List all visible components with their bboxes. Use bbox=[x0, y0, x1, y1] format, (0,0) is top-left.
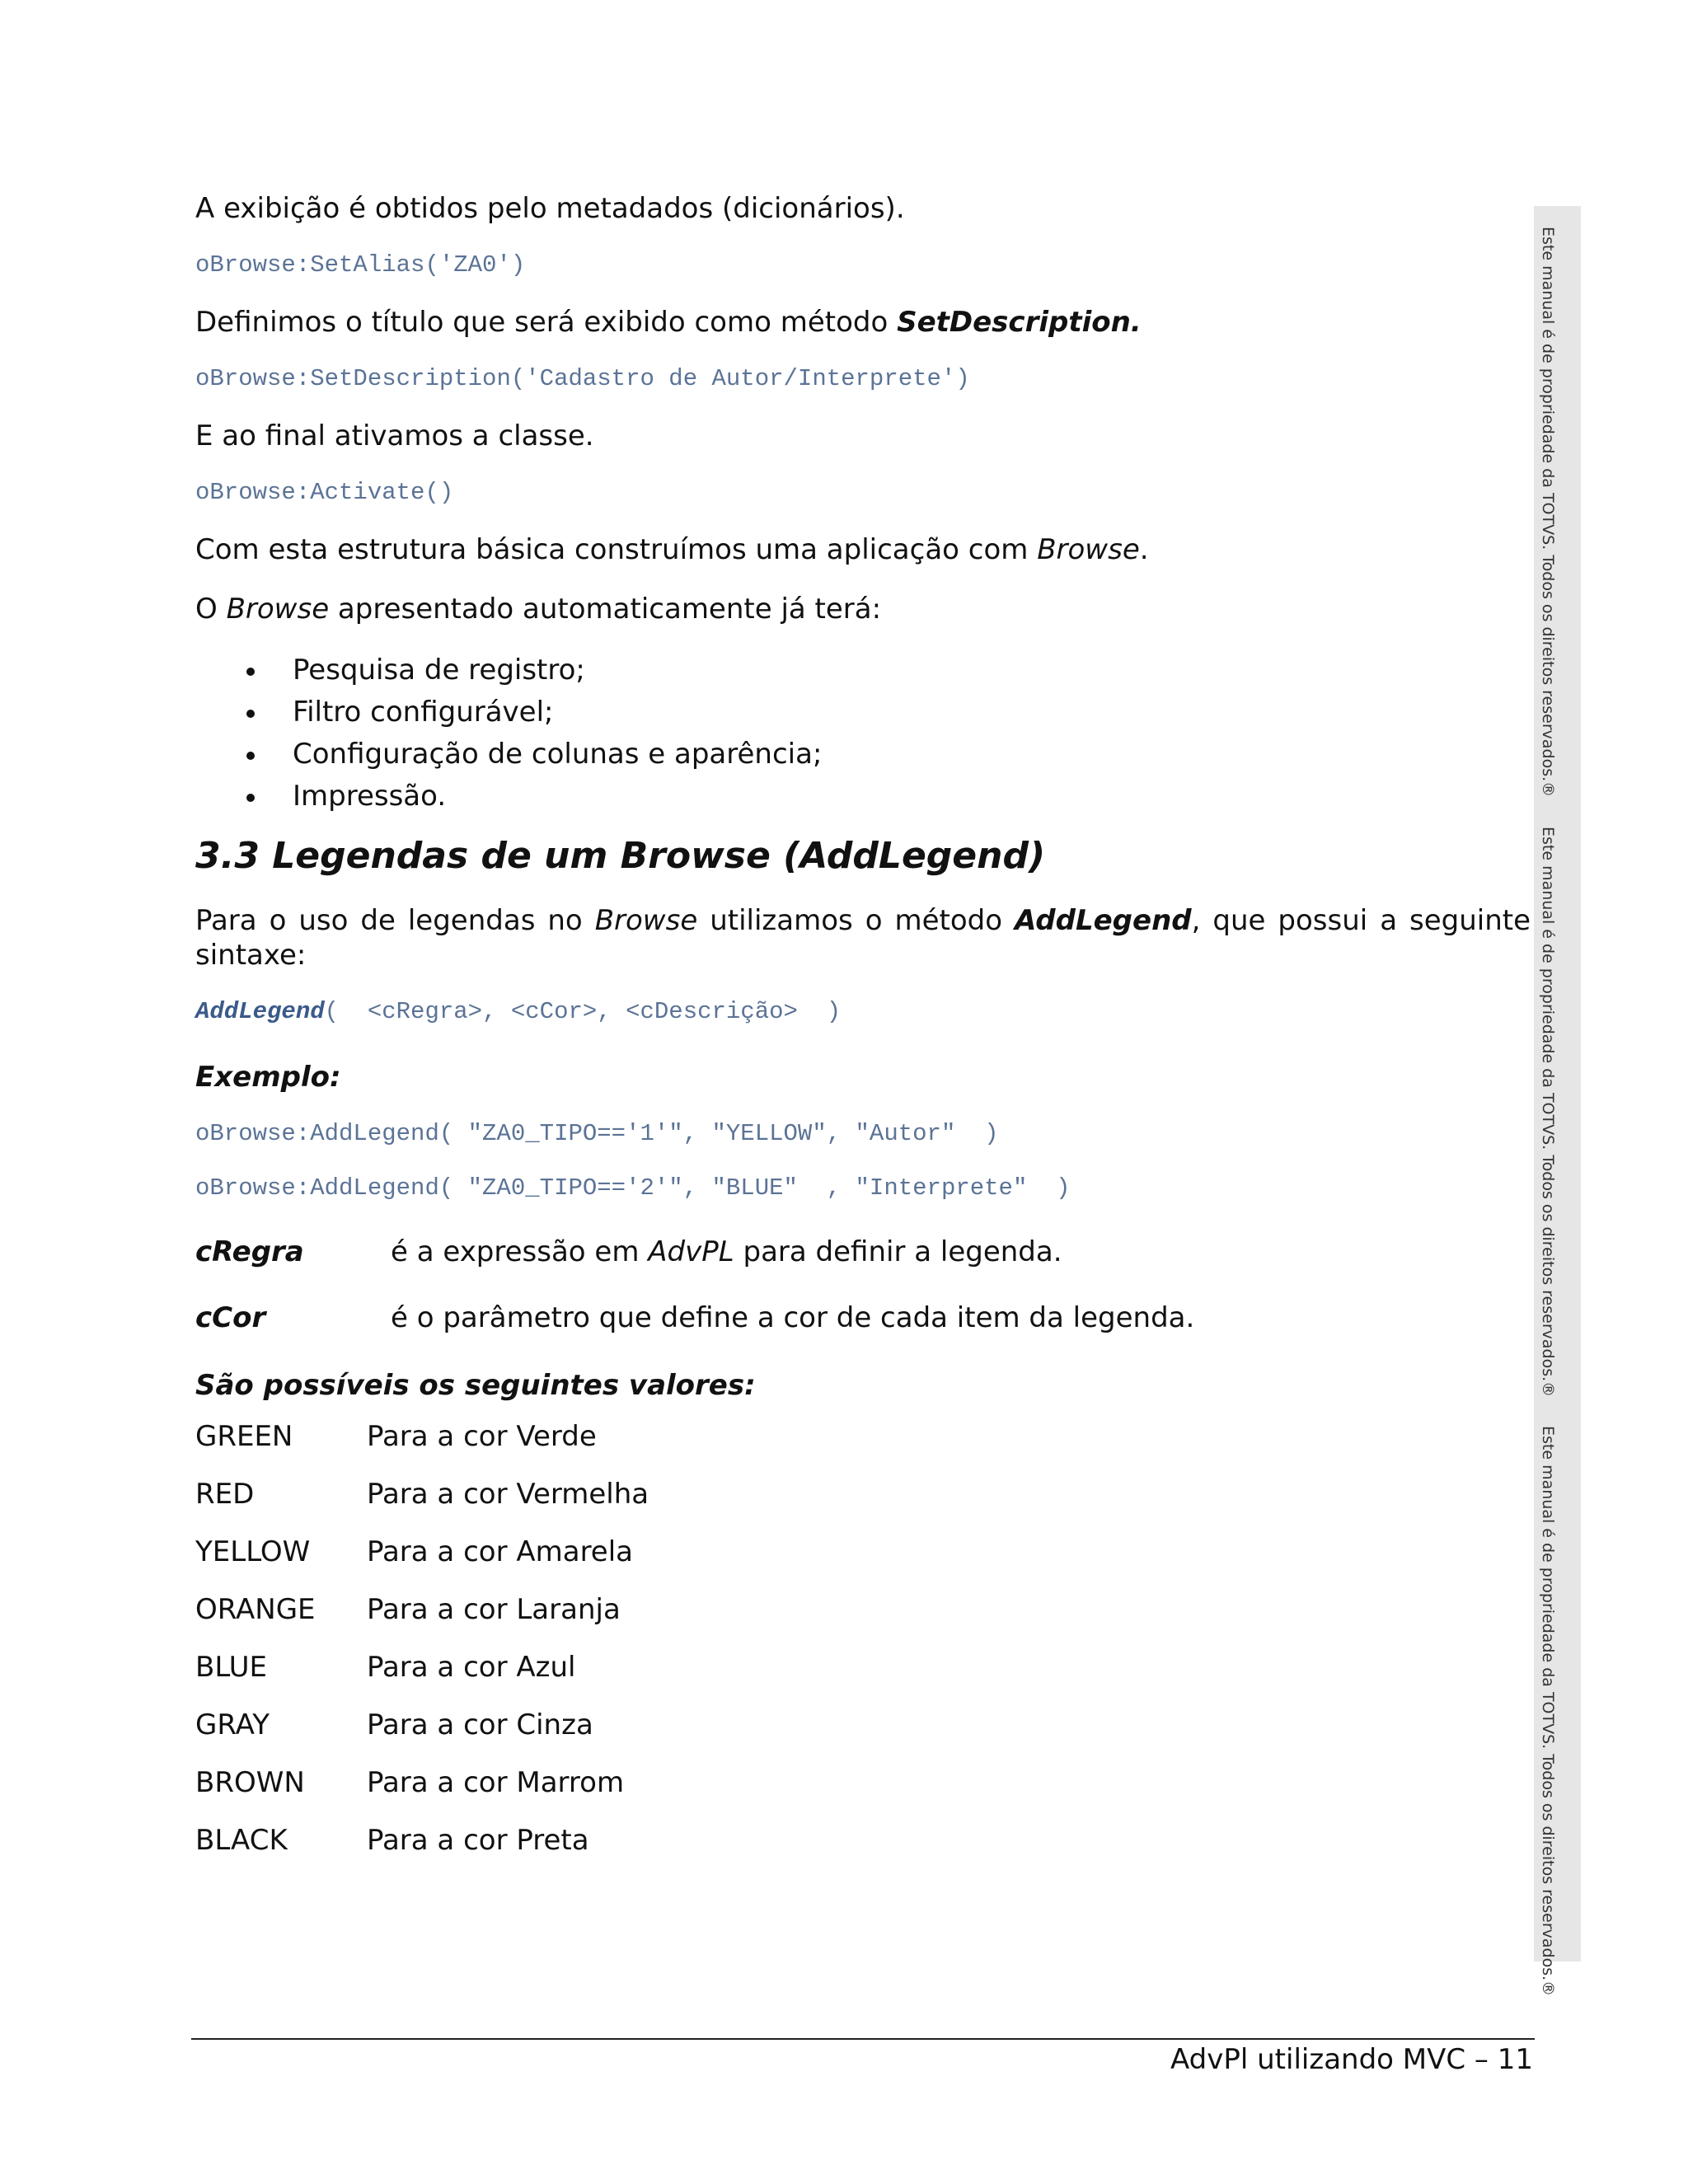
table-row bbox=[195, 1708, 1531, 1742]
code-syntax bbox=[195, 997, 1531, 1027]
page-footer: AdvPl utilizando MVC – 11 bbox=[1170, 2043, 1533, 2076]
intro-part-b: utilizamos o método bbox=[697, 904, 1015, 937]
syntax-method: AddLegend bbox=[195, 998, 325, 1025]
paragraph-title-text: Definimos o título que será exibido como método bbox=[195, 306, 898, 339]
table-row bbox=[195, 1823, 1531, 1858]
list-item: Configuração de colunas e aparência; bbox=[195, 733, 1531, 776]
color-desc: Para a cor Laranja bbox=[367, 1593, 621, 1626]
param-ccor bbox=[195, 1301, 1531, 1335]
color-name: YELLOW bbox=[195, 1535, 311, 1568]
paragraph-features-end: apresentado automaticamente já terá: bbox=[329, 593, 882, 626]
color-desc: Para a cor Preta bbox=[367, 1824, 589, 1857]
side-notice: Este manual é de propriedade da TOTVS. Todos os direitos reservados.® bbox=[1539, 227, 1557, 798]
method-addlegend: AddLegend bbox=[1015, 904, 1192, 937]
paragraph-metadata: A exibição é obtidos pelo metadados (dicionários). bbox=[195, 192, 905, 225]
color-name: GRAY bbox=[195, 1708, 270, 1741]
param-desc bbox=[391, 1235, 1062, 1269]
param-name: cRegra bbox=[195, 1235, 304, 1268]
browse-term: Browse bbox=[226, 593, 330, 626]
section-heading: 3.3 Legendas de um Browse (AddLegend) bbox=[195, 835, 1046, 877]
browse-term: Browse bbox=[594, 904, 698, 937]
color-desc: Para a cor Azul bbox=[367, 1651, 576, 1684]
param-name: cCor bbox=[195, 1301, 266, 1334]
list-item: Filtro configurável; bbox=[195, 691, 1531, 733]
code-example-2: oBrowse:AddLegend( "ZA0_TIPO=='2'", "BLUE" , "Interprete" ) bbox=[195, 1174, 1071, 1202]
param-desc-italic: AdvPL bbox=[648, 1235, 734, 1268]
color-desc: Para a cor Cinza bbox=[367, 1708, 593, 1741]
footer-divider bbox=[191, 2038, 1535, 2040]
list-item: Pesquisa de registro; bbox=[195, 649, 1531, 691]
param-desc-a: é o parâmetro que define a cor de cada item da legenda. bbox=[391, 1301, 1195, 1334]
intro-part-a: Para o uso de legendas no bbox=[195, 904, 595, 937]
table-row bbox=[195, 1419, 1531, 1454]
param-desc bbox=[391, 1301, 1194, 1335]
list-item: Impressão. bbox=[195, 776, 1531, 818]
color-name: BROWN bbox=[195, 1766, 305, 1799]
table-row bbox=[195, 1650, 1531, 1685]
paragraph-addlegend-intro bbox=[195, 903, 1531, 972]
browse-term: Browse bbox=[1037, 533, 1140, 566]
example-label bbox=[195, 1060, 1531, 1094]
code-setdescription: oBrowse:SetDescription('Cadastro de Autor/Interprete') bbox=[195, 365, 970, 392]
param-cregra bbox=[195, 1235, 1531, 1269]
intro-part-c: , que possui a seguinte sintaxe: bbox=[195, 904, 1531, 972]
code-activate: oBrowse:Activate() bbox=[195, 479, 454, 506]
paragraph-structure-end: . bbox=[1139, 533, 1149, 566]
color-desc: Para a cor Amarela bbox=[367, 1535, 633, 1568]
table-row bbox=[195, 1477, 1531, 1511]
feature-list bbox=[195, 649, 1531, 818]
method-setdescription: SetDescription. bbox=[897, 306, 1142, 339]
color-table bbox=[195, 1419, 1531, 1858]
param-desc-b: para definir a legenda. bbox=[734, 1235, 1062, 1268]
paragraph-browse-features bbox=[195, 592, 1531, 626]
code-example-1: oBrowse:AddLegend( "ZA0_TIPO=='1'", "YELLOW", "Autor" ) bbox=[195, 1120, 999, 1147]
paragraph-features-start: O bbox=[195, 593, 227, 626]
table-row bbox=[195, 1535, 1531, 1569]
page-content bbox=[195, 191, 1531, 1858]
values-label-text: São possíveis os seguintes valores: bbox=[195, 1369, 756, 1402]
side-notice: Este manual é de propriedade da TOTVS. Todos os direitos reservados.® bbox=[1539, 827, 1557, 1398]
param-desc-a: é a expressão em bbox=[391, 1235, 649, 1268]
color-desc: Para a cor Vermelha bbox=[367, 1478, 649, 1511]
paragraph-structure bbox=[195, 532, 1531, 567]
color-desc: Para a cor Marrom bbox=[367, 1766, 625, 1799]
paragraph-structure-text: Com esta estrutura básica construímos uma aplicação com bbox=[195, 533, 1038, 566]
side-notice: Este manual é de propriedade da TOTVS. Todos os direitos reservados.® bbox=[1539, 1426, 1557, 1997]
code-setalias: oBrowse:SetAlias('ZA0') bbox=[195, 251, 526, 279]
color-name: GREEN bbox=[195, 1420, 293, 1453]
color-name: RED bbox=[195, 1478, 255, 1511]
paragraph-title bbox=[195, 305, 1531, 340]
color-name: BLACK bbox=[195, 1824, 288, 1857]
color-name: ORANGE bbox=[195, 1593, 316, 1626]
table-row bbox=[195, 1592, 1531, 1627]
color-desc: Para a cor Verde bbox=[367, 1420, 597, 1453]
syntax-args: ( <cRegra>, <cCor>, <cDescrição> ) bbox=[324, 998, 842, 1025]
table-row bbox=[195, 1765, 1531, 1800]
paragraph-activate: E ao final ativamos a classe. bbox=[195, 419, 594, 452]
values-label bbox=[195, 1368, 1531, 1403]
example-label-text: Exemplo: bbox=[195, 1061, 341, 1094]
color-name: BLUE bbox=[195, 1651, 267, 1684]
